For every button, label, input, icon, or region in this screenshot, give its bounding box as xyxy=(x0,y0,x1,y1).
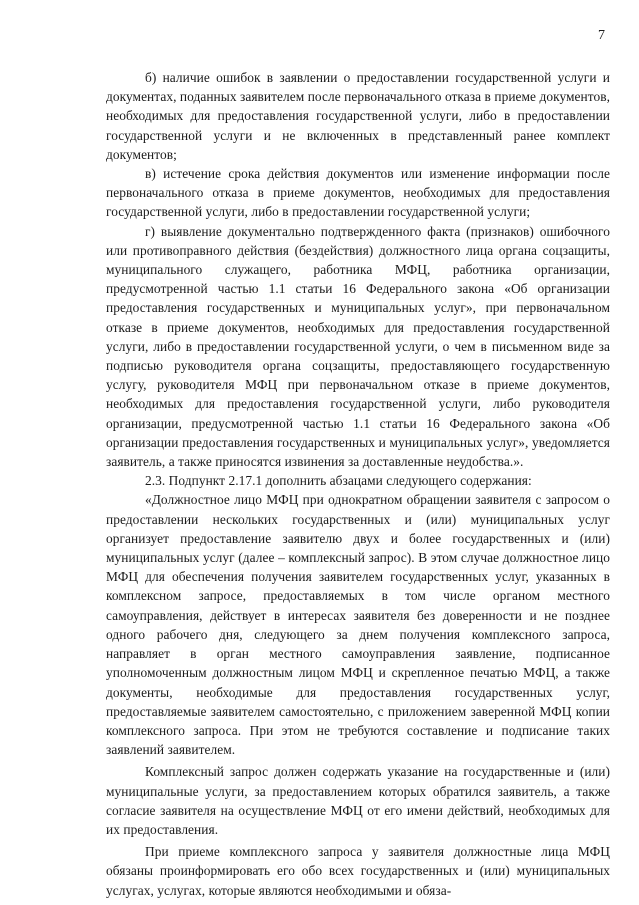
paragraph-item-g: г) выявление документально подтвержденного факта (признаков) ошибочного или противоправного действия (бездействия) должностного лица органа соцзащиты, муниципального служащего, работника МФЦ, работника организации, предусмотренной частью 1.1 статьи 16 Федерального закона «Об организации предоставления государственных и муниципальных услуг», при первоначальном отказе в приеме документов, необходимых для предоставления государственной услуги, либо в предоставлении государственной услуги, о чем в письменном виде за подписью руководителя органа соцзащиты, предоставляющего государственную услугу, руководителя МФЦ при первоначальном отказе в приеме документов, необходимых для предоставления государственной услуги, либо руководителя организации, предусмотренной частью 1.1 статьи 16 Федерального закона «Об организации предоставления государственных и муниципальных услуг», уведомляется заявитель, а также приносятся извинения за доставленные неудобства.». xyxy=(106,223,610,470)
paragraph-item-v: в) истечение срока действия документов или изменение информации после первоначального отказа в приеме документов, необходимых для предоставления государственной услуги, либо в предоставлении государственной услуги; xyxy=(106,166,610,220)
page-number: 7 xyxy=(598,28,605,43)
document-body xyxy=(106,68,610,900)
paragraph-request-content: Комплексный запрос должен содержать указание на государственные и (или) муниципальные услуги, за предоставлением которых обратился заявитель, а также согласие заявителя на осуществление МФЦ от его имени действий, необходимых для их предоставления. xyxy=(106,764,610,837)
paragraph-comprehensive-request: «Должностное лицо МФЦ при однократном обращении заявителя с запросом о предоставлении нескольких государственных и (или) муниципальных услуг организует предоставление заявителю двух и более государственных и (или) муниципальных услуг (далее – комплексный запрос). В этом случае должностное лицо МФЦ для обеспечения получения заявителем государственных услуг, указанных в комплексном запросе, предоставляемых в том числе органом местного самоуправления, действует в интересах заявителя без доверенности и не позднее одного рабочего дня, следующего за днем получения комплексного запроса, направляет в орган местного самоуправления заявление, подписанное уполномоченным должностным лицом МФЦ и скрепленное печатью МФЦ, а также документы, необходимые для предоставления государственных услуг, предоставляемые заявителем самостоятельно, с приложением заверенной МФЦ копии комплексного запроса. При этом не требуются составление и подписание таких заявлений заявителем. xyxy=(106,492,610,758)
paragraph-section-2-3: 2.3. Подпункт 2.17.1 дополнить абзацами следующего содержания: xyxy=(145,473,532,489)
paragraph-request-intake: При приеме комплексного запроса у заявителя должностные лица МФЦ обязаны проинформировать его обо всех государственных и (или) муниципальных услугах, услугах, которые являются необходимыми и обяза- xyxy=(106,844,610,898)
paragraph-item-b: б) наличие ошибок в заявлении о предоставлении государственной услуги и документах, поданных заявителем после первоначального отказа в приеме документов, необходимых для предоставления государственной услуги, либо в предоставлении государственной услуги и не включенных в представленный ранее комплект документов; xyxy=(106,70,610,162)
